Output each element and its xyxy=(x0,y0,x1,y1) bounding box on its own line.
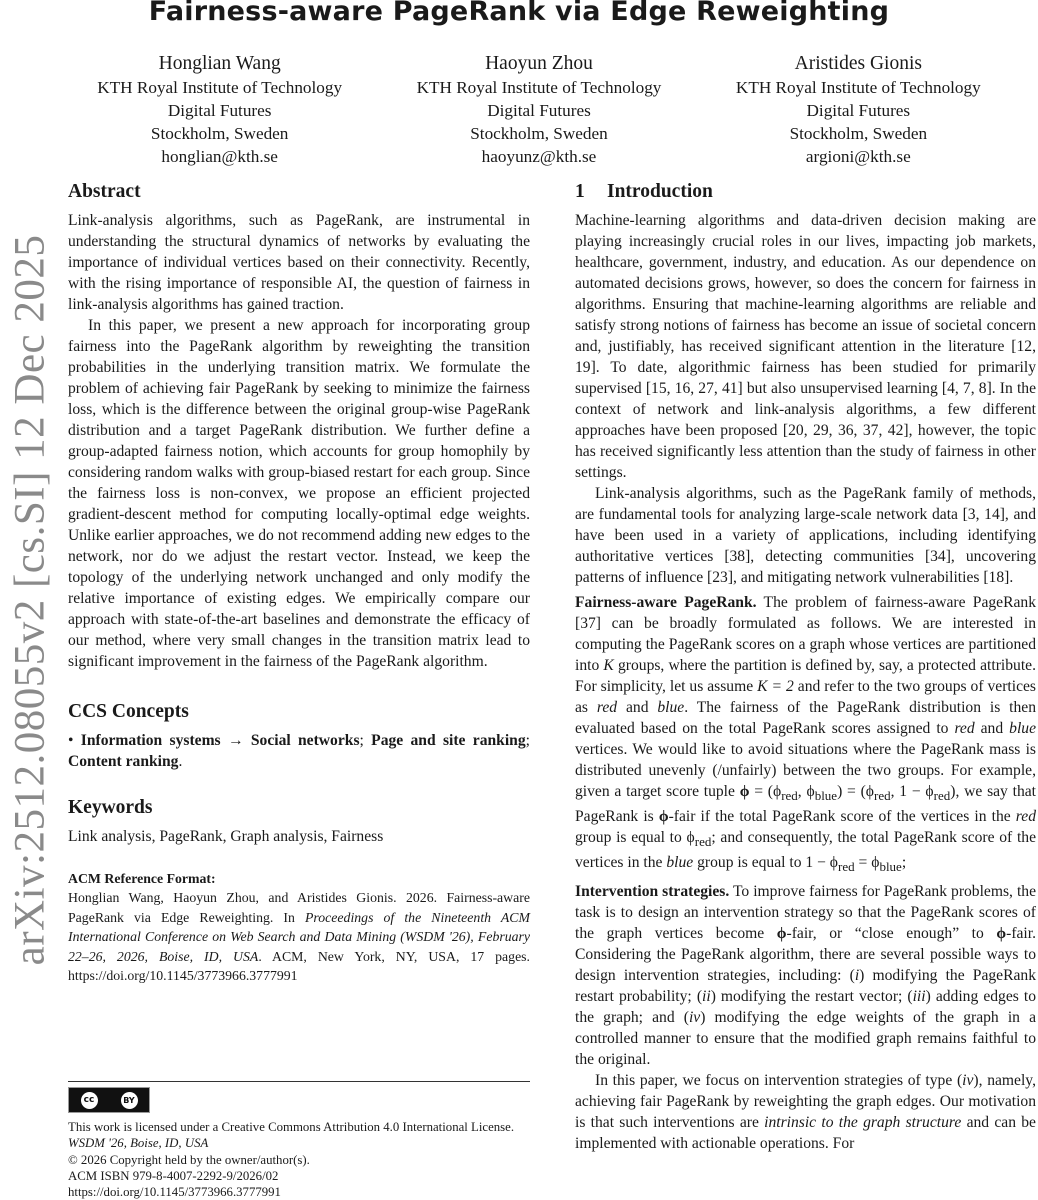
author-block xyxy=(60,52,1018,168)
license-footer xyxy=(68,1081,530,1200)
math: K = 2 xyxy=(757,678,794,695)
author-org: Digital Futures xyxy=(806,101,911,120)
author-name: Haoyun Zhou xyxy=(485,53,593,74)
math: red xyxy=(694,834,712,850)
text: vertices. We would like to avoid situations where the PageRank mass is distributed unevenly (/unfairly) between the two groups. For example, given a target score tuple xyxy=(575,741,1036,800)
author-org: Digital Futures xyxy=(167,101,272,120)
text: The problem of fairness-aware PageRank [37] can be broadly formulated as follows. We are interested in computing the PageRank scores on a graph whose vertices are partitioned into xyxy=(575,594,1037,674)
author-email: honglian@kth.se xyxy=(161,147,278,166)
paper-title: Fairness-aware PageRank via Edge Reweighting xyxy=(148,0,890,27)
author-name: Aristides Gionis xyxy=(794,53,922,74)
math: , ϕ xyxy=(797,783,815,800)
ccs-bullet: • xyxy=(68,732,74,749)
author-affiliation: KTH Royal Institute of Technology xyxy=(416,78,662,97)
fairness-pagerank-paragraph xyxy=(575,592,1036,877)
text: ; xyxy=(901,854,907,872)
text: -fair if the total PageRank score of the vertices in the xyxy=(668,808,1016,826)
acm-ref-pre: Honglian Wang, Haoyun Zhou, and Aristides Gionis. 2026. Fairness-aware PageRank via Edge Reweighting. In xyxy=(68,890,530,925)
text: and refer to the two groups of vertices as xyxy=(575,678,1036,716)
text: To improve fairness for PageRank problems, the task is to design an intervention strategy so that the PageRank scores of the graph vertices become xyxy=(575,883,1036,943)
text: ), namely, achieving fair PageRank by reweighting the graph edges. Our motivation is that such interventions are xyxy=(575,1072,1036,1132)
intervention-paragraph xyxy=(575,881,1036,1070)
author-affiliation: KTH Royal Institute of Technology xyxy=(97,78,343,97)
ccs-concept: Page and site ranking xyxy=(371,732,526,749)
math: red xyxy=(874,788,891,804)
text: group is equal to 1 − ϕ xyxy=(693,854,839,872)
text: . The fairness of the PageRank distribution is then evaluated based on the total PageRank scores assigned to xyxy=(575,699,1037,737)
author-location: Stockholm, Sweden xyxy=(789,124,928,143)
author-email: haoyunz@kth.se xyxy=(481,147,597,166)
acm-reference-text xyxy=(68,888,530,986)
intro-paragraph: Link-analysis algorithms, such as the PageRank family of methods, are fundamental tools for analyzing large-scale network data [3, 14], and have been used in a variety of applications, including identifying authoritative vertices [38], detecting communities [34], uncovering patterns of influence [23], and mitigating network vulnerabilities [18]. xyxy=(575,485,1036,586)
author-email: argioni@kth.se xyxy=(805,147,911,166)
emph: iv xyxy=(962,1072,974,1090)
abstract-paragraph: Link-analysis algorithms, such as PageRank, are instrumental in understanding the structural dynamics of networks by evaluating the importance of individual vertices based on their connectivity. Recently, with the rising importance of responsible AI, the question of fairness in link-analysis algorithms has gained traction. xyxy=(68,212,530,313)
text: ) adding edges to the graph; and ( xyxy=(575,988,1037,1027)
ccs-concepts xyxy=(68,730,530,772)
emph: iii xyxy=(912,988,926,1006)
ccs-end: . xyxy=(178,753,183,770)
emph: blue xyxy=(666,854,694,872)
ccs-separator: ; xyxy=(525,732,530,749)
emph: blue xyxy=(1009,720,1036,737)
intro-paragraph: Machine-learning algorithms and data-driven decision making are playing increasingly crucial roles in our lives, impacting job markets, healthcare, government, industry, and education. As our dependence on automated decisions grows, however, so does the concern for fairness in algorithms. Ensuring that machine-learning algorithms are reliable and satisfy strong notions of fairness has become an issue of societal concern and, justifiably, has received significant attention in the literature [12, 19]. To date, algorithmic fairness has been studied for primarily supervised [15, 16, 27, 41] but also unsupervised learning [4, 7, 8]. In the context of network and link-analysis algorithms, a few different approaches have been proposed [20, 29, 36, 37, 42], however, the topic has received significantly less attention than the study of fairness in other settings. xyxy=(575,212,1036,481)
math: ϕ xyxy=(658,808,669,826)
abstract-heading: Abstract xyxy=(68,181,141,202)
math: red xyxy=(781,788,798,804)
math: = (ϕ xyxy=(749,783,782,800)
copyright-text: © 2026 Copyright held by the owner/author(s). xyxy=(68,1152,310,1167)
math: blue xyxy=(879,859,902,875)
conference-text: WSDM '26, Boise, ID, USA xyxy=(68,1136,209,1151)
ccs-concept: Information systems xyxy=(80,732,221,749)
text: groups, where the partition is defined by, say, a protected attribute. For simplicity, let us assume xyxy=(575,657,1036,695)
math: K xyxy=(603,657,614,674)
isbn-text: ACM ISBN 979-8-4007-2292-9/2026/02 xyxy=(68,1168,279,1183)
text: and xyxy=(617,699,658,716)
author-affiliation: KTH Royal Institute of Technology xyxy=(735,78,981,97)
right-column xyxy=(575,180,1036,1154)
math: blue xyxy=(814,788,838,804)
cc-by-logo[interactable] xyxy=(68,1087,150,1113)
ccs-separator: ; xyxy=(359,732,364,749)
author-location: Stockholm, Sweden xyxy=(150,124,289,143)
text: group is equal to ϕ xyxy=(575,829,695,847)
author-2 xyxy=(379,52,698,168)
acm-ref-venue: Proceedings of the Nineteenth ACM International Conference on Web Search and Data Mining (WSDM '26), February 22–26, 2026, Boise, ID, USA xyxy=(68,909,530,964)
emph: red xyxy=(1015,808,1036,826)
emph: ii xyxy=(702,988,711,1006)
text: -fair, or “close enough” to xyxy=(786,925,997,943)
intro-paragraph xyxy=(575,1070,1036,1154)
emph: blue xyxy=(657,699,685,716)
text: ) modifying the PageRank restart probability; ( xyxy=(575,967,1036,1006)
paragraph-heading: Fairness-aware PageRank. xyxy=(575,594,757,611)
author-org: Digital Futures xyxy=(487,101,591,120)
ccs-concept: Content ranking xyxy=(68,753,179,770)
abstract-paragraph: In this paper, we present a new approach for incorporating group fairness into the PageRank algorithm by reweighting the transition probabilities in the underlying transition matrix. We formulate the problem of achieving fair PageRank by seeking to minimize the fairness loss, which is the difference between the original group-wise PageRank distribution and a target PageRank distribution. We further define a group-adapted fairness notion, which accounts for group homophily by considering random walks with group-biased restart for each group. Since the fairness loss is non-convex, we propose an efficient projected gradient-descent method for computing locally-optimal edge weights. Unlike earlier approaches, we do not recommend adding new edges to the network, nor do we adjust the restart vector. Instead, we keep the topology of the underlying network unchanged and only modify the relative importance of existing edges. We empirically compare our approach with state-of-the-art baselines and demonstrate the efficacy of our method, where very small changes in the transition matrix lead to significant improvement in the fairness of the PageRank algorithm. xyxy=(68,317,530,670)
math: ) = (ϕ xyxy=(837,783,875,800)
text: ), we say that PageRank is xyxy=(575,783,1037,826)
ccs-arrow: → xyxy=(227,732,244,749)
author-location: Stockholm, Sweden xyxy=(470,124,608,143)
author-3 xyxy=(699,52,1018,168)
arxiv-stamp: arXiv:2512.08055v2 [cs.SI] 12 Dec 2025 xyxy=(6,234,54,966)
section-title: Introduction xyxy=(607,181,713,202)
emph: intrinsic to the graph structure xyxy=(764,1114,962,1132)
math: red xyxy=(838,859,855,875)
author-name: Honglian Wang xyxy=(158,53,281,74)
math: ϕ xyxy=(739,783,750,800)
emph: i xyxy=(854,967,860,985)
text: ) modifying the restart vector; ( xyxy=(710,988,913,1006)
text: and can be implemented with actionable operations. For xyxy=(575,1114,1036,1153)
acm-reference-heading: ACM Reference Format: xyxy=(68,871,216,886)
text: ; and consequently, the total PageRank score of the vertices in the xyxy=(575,829,1037,872)
left-column xyxy=(68,180,530,986)
section-heading xyxy=(575,180,1036,204)
text: -fair. Considering the PageRank algorithm, there are several possible ways to design intervention strategies, including: ( xyxy=(575,925,1036,985)
paragraph-heading: Intervention strategies. xyxy=(575,883,730,901)
cc-icon: cc xyxy=(81,1092,98,1109)
acm-ref-post: . ACM, New York, NY, USA, 17 pages. https://doi.org/10.1145/3773966.3777991 xyxy=(68,948,531,983)
emph: iv xyxy=(688,1009,701,1027)
text: In this paper, we focus on intervention strategies of type ( xyxy=(595,1072,963,1090)
author-1 xyxy=(60,52,379,168)
keywords-text: Link analysis, PageRank, Graph analysis, Fairness xyxy=(68,828,384,845)
math: ϕ xyxy=(776,925,787,943)
math: = ϕ xyxy=(854,854,880,872)
math: ϕ xyxy=(996,925,1007,943)
keywords-heading: Keywords xyxy=(68,797,153,818)
emph: red xyxy=(954,720,975,737)
section-number: 1 xyxy=(575,181,585,202)
math: red xyxy=(933,788,951,804)
text: ) modifying the edge weights of the graph in a controlled manner to ensure that the modified graph remains faithful to the original. xyxy=(575,1009,1037,1069)
doi-link[interactable]: https://doi.org/10.1145/3773966.3777991 xyxy=(68,1185,281,1200)
ccs-concept: Social networks xyxy=(250,732,360,749)
ccs-heading: CCS Concepts xyxy=(68,701,189,722)
license-text: This work is licensed under a Creative Commons Attribution 4.0 International License. xyxy=(68,1120,515,1134)
emph: red xyxy=(596,699,618,716)
text: and xyxy=(974,720,1010,737)
by-icon: BY xyxy=(121,1092,138,1109)
math: , 1 − ϕ xyxy=(890,783,934,800)
